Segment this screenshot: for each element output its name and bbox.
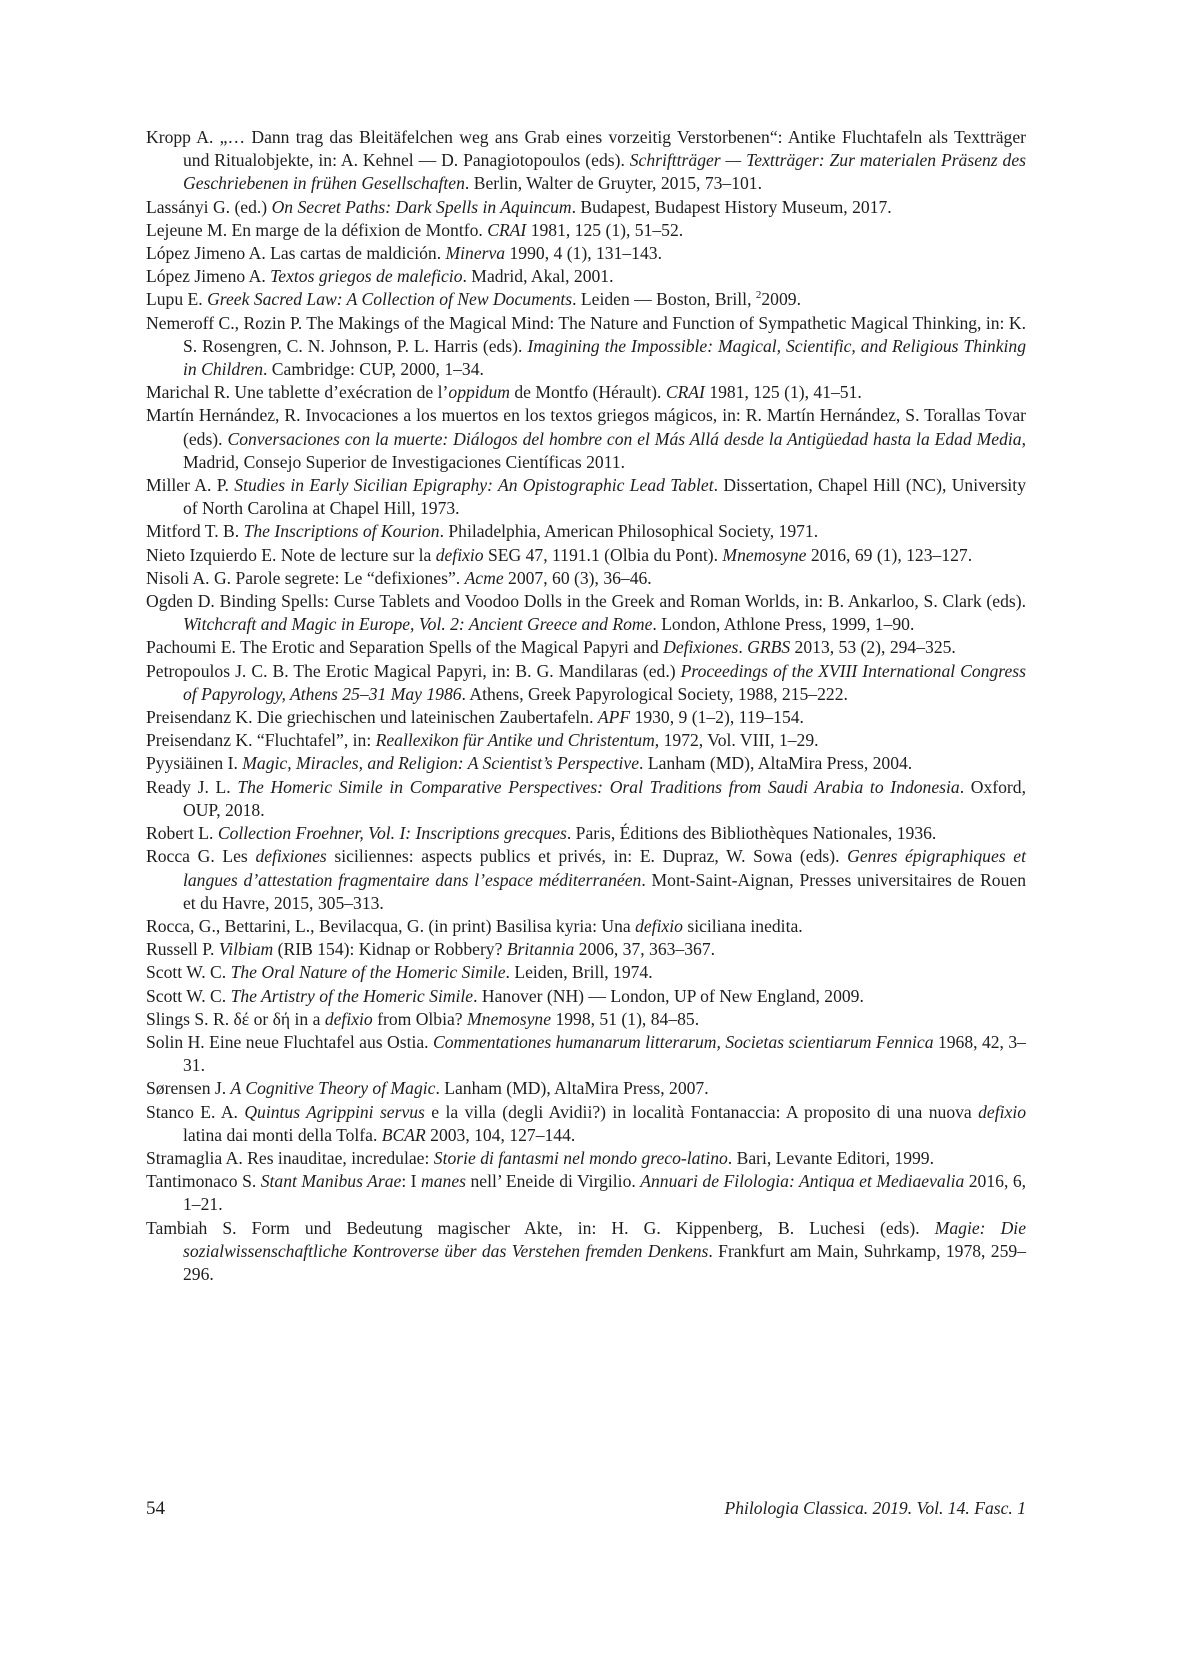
reference-text: 2007, 60 (3), 36–46. [503, 567, 652, 588]
reference-text: . Cambridge: CUP, 2000, 1–34. [263, 359, 484, 380]
reference-text: . Mont-Saint-Aignan, Presses universitaires de Rouen et du Havre, 2015, 305–313. [183, 869, 1026, 913]
reference-text: . Leiden — Boston, Brill, [572, 289, 756, 310]
reference-text: Nemeroff C., Rozin P. The Makings of the Magical Mind: The Nature and Function of Sympathetic Magical Thinking, in: K. S. Rosengren, C. N. Johnson, P. L. Harris (eds). [146, 312, 1026, 356]
reference-entry [146, 544, 1026, 567]
reference-text: , 1972, Vol. VIII, 1–29. [654, 730, 819, 751]
reference-text: Miller A. P. [146, 475, 235, 496]
reference-text: 1990, 4 (1), 131–143. [505, 243, 662, 264]
reference-text: 1981, 125 (1), 51–52. [526, 219, 684, 240]
reference-text: 2003, 104, 127–144. [425, 1124, 576, 1145]
reference-text: Preisendanz K. Die griechischen und lateinischen Zaubertafeln. [146, 707, 598, 728]
reference-entry [146, 288, 1026, 311]
reference-text: López Jimeno A. [146, 266, 271, 287]
reference-entry [146, 961, 1026, 984]
italic-title: GRBS [747, 637, 791, 658]
italic-title: Collection Froehner, Vol. I: Inscriptions grecques [217, 823, 567, 844]
reference-text: López Jimeno A. Las cartas de maldición. [146, 243, 446, 264]
italic-title: CRAI [487, 219, 527, 240]
reference-text: Ogden D. Binding Spells: Curse Tablets and Voodoo Dolls in the Greek and Roman Worlds, in: B. Ankarloo, S. Clark (eds). [146, 591, 1026, 612]
italic-title: Mnemosyne [467, 1008, 552, 1029]
reference-entry [146, 312, 1026, 382]
reference-entry [146, 1077, 1026, 1100]
reference-entry [146, 381, 1026, 404]
page-footer [146, 1498, 1026, 1524]
reference-list [146, 126, 1026, 1286]
reference-text: . Budapest, Budapest History Museum, 2017. [571, 196, 892, 217]
reference-text: . Lanham (MD), AltaMira Press, 2007. [435, 1078, 709, 1099]
reference-text: Rocca, G., Bettarini, L., Bevilacqua, G. (in print) Basilisa kyria: Una [146, 915, 636, 936]
italic-title: The Oral Nature of the Homeric Simile [230, 962, 506, 983]
reference-text: Russell P. [146, 939, 219, 960]
reference-text: from Olbia? [372, 1008, 468, 1029]
reference-text: , Madrid, Consejo Superior de Investigaciones Científicas 2011. [183, 428, 1026, 472]
reference-text: Petropoulos J. C. B. The Erotic Magical Papyri, in: B. G. Mandilaras (ed.) [146, 660, 681, 681]
reference-entry [146, 985, 1026, 1008]
reference-text: nell’ Eneide di Virgilio. [465, 1171, 641, 1192]
reference-text: Marichal R. Une tablette d’exécration de l’ [146, 382, 449, 403]
reference-text: 1930, 9 (1–2), 119–154. [630, 707, 804, 728]
reference-text: Stramaglia A. Res inauditae, incredulae: [146, 1147, 434, 1168]
reference-entry [146, 776, 1026, 822]
reference-text: . Dissertation, Chapel Hill (NC), University of North Carolina at Chapel Hill, 1973. [183, 475, 1026, 519]
reference-text: 2016, 69 (1), 123–127. [806, 544, 973, 565]
italic-title: Proceedings of the XVIII International Congress of Papyrology, Athens 25–31 May 1986 [183, 660, 1026, 704]
italic-title: Annuari de Filologia: Antiqua et Mediaevalia [640, 1171, 965, 1192]
reference-entry [146, 1147, 1026, 1170]
italic-title: Schriftträger — Textträger: Zur materialen Präsenz des Geschriebenen in frühen Gesellschaften [183, 150, 1027, 194]
italic-title: The Homeric Simile in Comparative Perspectives: Oral Traditions from Saudi Arabia to Indonesia [237, 776, 960, 797]
italic-title: Commentationes humanarum litterarum, Societas scientiarum Fennica [433, 1031, 934, 1052]
reference-entry [146, 915, 1026, 938]
italic-title: defixio [435, 544, 484, 565]
reference-entry [146, 219, 1026, 242]
italic-title: Minerva [445, 243, 506, 264]
italic-title: Quintus Agrippini servus [244, 1101, 425, 1122]
italic-title: Greek Sacred Law: A Collection of New Documents [207, 289, 573, 310]
italic-title: Magic, Miracles, and Religion: A Scientist’s Perspective [242, 753, 640, 774]
reference-text: Tantimonaco S. [146, 1171, 261, 1192]
reference-entry [146, 474, 1026, 520]
reference-entry [146, 520, 1026, 543]
reference-entry [146, 729, 1026, 752]
italic-title: Genres épigraphiques et langues d’attestation fragmentaire dans l’espace méditerranéen [183, 846, 1026, 890]
italic-title: oppidum [448, 382, 510, 403]
reference-text: . Paris, Éditions des Bibliothèques Nationales, 1936. [566, 823, 937, 844]
reference-text: 1968, 42, 3–31. [183, 1031, 1026, 1076]
edition-superscript: 2 [755, 289, 762, 302]
reference-entry [146, 938, 1026, 961]
italic-title: Studies in Early Sicilian Epigraphy: An Opistographic Lead Tablet [234, 475, 714, 496]
reference-text: Nieto Izquierdo E. Note de lecture sur la [146, 544, 436, 565]
reference-entry [146, 1217, 1026, 1287]
italic-title: manes [421, 1171, 466, 1192]
reference-text: Tambiah S. Form und Bedeutung magischer Akte, in: H. G. Kippenberg, B. Luchesi (eds). [146, 1217, 935, 1238]
italic-title: Magie: Die sozialwissenschaftliche Kontroverse über das Verstehen fremden Denkens [183, 1217, 1026, 1261]
reference-text: Kropp A. „… Dann trag das Bleitäfelchen weg ans Grab eines vorzeitig Verstorbenen“: Antike Fluchtafeln als Textträger und Ritualobjekte, in: A. Kehnel — D. Panagiotopoulos (eds). [146, 127, 1026, 171]
reference-text: 2006, 37, 363–367. [574, 939, 716, 960]
reference-text: Solin H. Eine neue Fluchtafel aus Ostia. [146, 1031, 433, 1052]
reference-text: Nisoli A. G. Parole segrete: Le “defixiones”. [146, 567, 465, 588]
reference-entry [146, 845, 1026, 915]
italic-title: Conversaciones con la muerte: Diálogos del hombre con el Más Allá desde la Antigüedad hasta la Edad Media [227, 428, 1022, 449]
reference-entry [146, 590, 1026, 636]
reference-entry [146, 242, 1026, 265]
reference-text: Robert L. [146, 823, 218, 844]
reference-text: 2009. [761, 289, 801, 310]
italic-title: Britannia [506, 939, 575, 960]
reference-entry [146, 1170, 1026, 1216]
italic-title: Imagining the Impossible: Magical, Scientific, and Religious Thinking in Children [183, 335, 1026, 380]
reference-text: 2016, 6, 1–21. [183, 1171, 1027, 1215]
reference-entry [146, 126, 1026, 196]
reference-text: Ready J. L. [146, 776, 238, 797]
reference-text: SEG 47, 1191.1 (Olbia du Pont). [483, 544, 723, 565]
italic-title: Mnemosyne [722, 544, 807, 565]
reference-text: Lejeune M. En marge de la défixion de Montfo. [146, 219, 488, 240]
italic-title: defixiones [255, 846, 327, 867]
reference-text: . Frankfurt am Main, Suhrkamp, 1978, 259–296. [183, 1240, 1026, 1284]
italic-title: On Secret Paths: Dark Spells in Aquincum [271, 196, 572, 217]
page-number: 54 [146, 1498, 165, 1519]
reference-text: Rocca G. Les [146, 846, 256, 867]
reference-entry [146, 1031, 1026, 1077]
italic-title: A Cognitive Theory of Magic [230, 1078, 436, 1099]
reference-text: siciliennes: aspects publics et privés, in: E. Dupraz, W. Sowa (eds). [326, 846, 848, 867]
reference-entry [146, 636, 1026, 659]
italic-title: Stant Manibus Arae [260, 1171, 402, 1192]
italic-title: APF [597, 707, 631, 728]
reference-text: : I [401, 1171, 422, 1192]
reference-text: 1998, 51 (1), 84–85. [551, 1008, 700, 1029]
reference-text: . Oxford, OUP, 2018. [183, 776, 1026, 820]
reference-entry [146, 196, 1026, 219]
reference-entry [146, 404, 1026, 474]
reference-text: latina dai monti della Tolfa. [183, 1124, 382, 1145]
reference-text: 2013, 53 (2), 294–325. [790, 637, 956, 658]
italic-title: Storie di fantasmi nel mondo greco-latino [433, 1147, 728, 1168]
reference-entry [146, 660, 1026, 706]
reference-text: . Bari, Levante Editori, 1999. [727, 1147, 934, 1168]
reference-text: 1981, 125 (1), 41–51. [704, 382, 862, 403]
reference-text: e la villa (degli Avidii?) in località Fontanaccia: A proposito di una nuova [424, 1101, 979, 1122]
reference-text: Lassányi G. (ed.) [146, 196, 272, 217]
reference-text: . Leiden, Brill, 1974. [505, 962, 653, 983]
reference-text: siciliana inedita. [682, 915, 803, 936]
reference-text: . Lanham (MD), AltaMira Press, 2004. [639, 753, 913, 774]
reference-text: . Philadelphia, American Philosophical Society, 1971. [439, 521, 819, 542]
reference-text: Mitford T. B. [146, 521, 244, 542]
reference-entry [146, 752, 1026, 775]
italic-title: Witchcraft and Magic in Europe, Vol. 2: Ancient Greece and Rome [183, 614, 653, 635]
italic-title: Defixiones [663, 637, 739, 658]
reference-text: de Montfo (Hérault). [509, 382, 666, 403]
reference-text: Martín Hernández, R. Invocaciones a los muertos en los textos griegos mágicos, in: R. Martín Hernández, S. Torallas Tovar (eds). [146, 405, 1026, 449]
italic-title: Acme [464, 567, 504, 588]
reference-text: . London, Athlone Press, 1999, 1–90. [652, 614, 915, 635]
reference-text: . Berlin, Walter de Gruyter, 2015, 73–101. [464, 173, 762, 194]
italic-title: Textos griegos de maleficio [270, 266, 463, 287]
italic-title: The Inscriptions of Kourion [243, 521, 440, 542]
reference-text: (RIB 154): Kidnap or Robbery? [273, 939, 507, 960]
reference-entry [146, 1008, 1026, 1031]
reference-text: Sørensen J. [146, 1078, 231, 1099]
journal-citation: Philologia Classica. 2019. Vol. 14. Fasc. 1 [724, 1498, 1026, 1518]
reference-text: Slings S. R. δέ or δή in a [146, 1008, 325, 1029]
reference-text: Scott W. C. [146, 985, 231, 1006]
italic-title: BCAR [381, 1124, 426, 1145]
reference-text: Preisendanz K. “Fluchtafel”, in: [146, 730, 376, 751]
italic-title: defixio [635, 915, 683, 936]
reference-text: Scott W. C. [146, 962, 231, 983]
italic-title: Vilbiam [218, 939, 274, 960]
italic-title: Reallexikon für Antike und Christentum [375, 730, 655, 751]
reference-entry [146, 265, 1026, 288]
italic-title: CRAI [665, 382, 705, 403]
reference-text: Pyysiäinen I. [146, 753, 243, 774]
reference-text: Pachoumi E. The Erotic and Separation Spells of the Magical Papyri and [146, 637, 664, 658]
reference-text: . Hanover (NH) — London, UP of New England, 2009. [473, 985, 864, 1006]
italic-title: defixio [324, 1008, 373, 1029]
italic-title: defixio [978, 1101, 1027, 1122]
reference-text: . [738, 637, 748, 658]
reference-entry [146, 822, 1026, 845]
reference-text: . Madrid, Akal, 2001. [462, 266, 614, 287]
reference-text: Stanco E. A. [146, 1101, 245, 1122]
reference-entry [146, 567, 1026, 590]
reference-text: Lupu E. [146, 289, 208, 310]
italic-title: The Artistry of the Homeric Simile [230, 985, 474, 1006]
reference-entry [146, 1101, 1026, 1147]
reference-entry [146, 706, 1026, 729]
reference-text: . Athens, Greek Papyrological Society, 1988, 215–222. [461, 683, 848, 704]
